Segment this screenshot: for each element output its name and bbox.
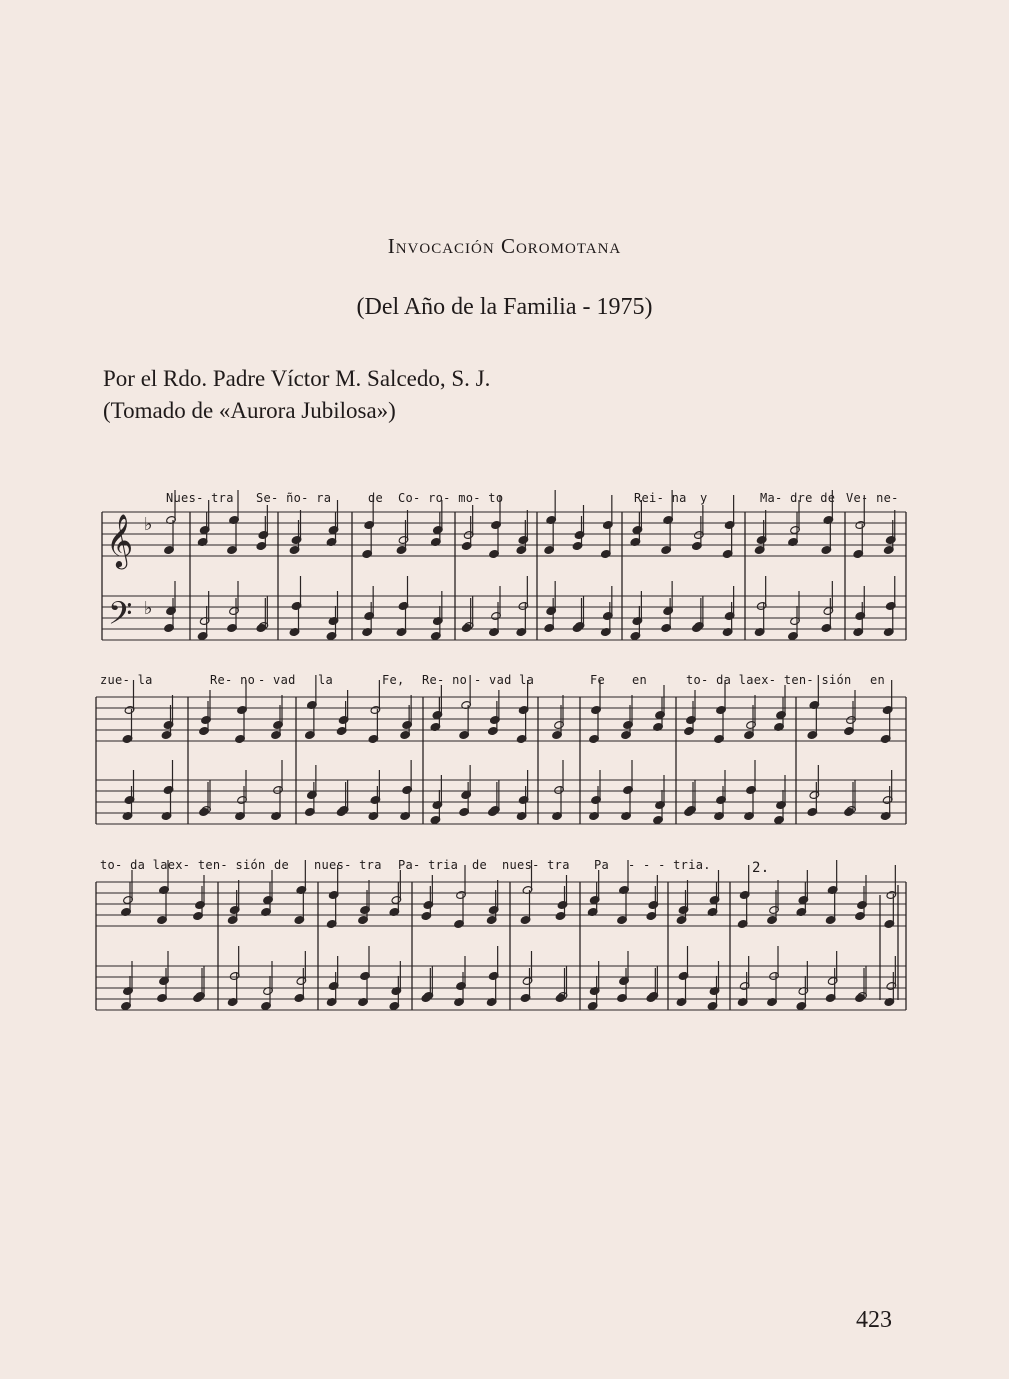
lyric-syllable: Co- ro- mo- to bbox=[398, 491, 504, 505]
page-title: Invocación Coromotana bbox=[387, 234, 622, 258]
ending-mark: 2. bbox=[752, 860, 770, 876]
bass-clef-icon: 𝄢 bbox=[108, 595, 133, 639]
source-credit: (Tomado de «Aurora Jubilosa») bbox=[103, 398, 396, 423]
lyric-syllable: Ve- ne- bbox=[846, 491, 899, 505]
lyric-syllable: nues- tra bbox=[502, 858, 570, 872]
lyric-syllable: to- da laex- ten- sión bbox=[100, 858, 266, 872]
lyric-syllable: de bbox=[274, 858, 290, 872]
author-credit: Por el Rdo. Padre Víctor M. Salcedo, S. J. bbox=[103, 366, 491, 391]
flat-sign-icon: ♭ bbox=[144, 514, 153, 535]
lyric-syllable: to- da laex- ten- sión bbox=[686, 673, 852, 687]
page-subtitle: (Del Año de la Familia - 1975) bbox=[356, 294, 653, 320]
lyric-syllable: de bbox=[472, 858, 488, 872]
treble-clef-icon: 𝄞 bbox=[106, 513, 134, 567]
lyric-syllable: nues- tra bbox=[314, 858, 382, 872]
lyric-syllable: Re- no bbox=[422, 673, 468, 687]
lyric-syllable: Se- ño- ra bbox=[256, 491, 332, 505]
page-number: 423 bbox=[856, 1307, 892, 1333]
lyric-syllable: Fe, bbox=[382, 673, 405, 687]
lyric-syllable: Ma- dre de bbox=[760, 491, 836, 505]
lyric-syllable: Nues- tra bbox=[166, 491, 234, 505]
flat-sign-icon: ♭ bbox=[144, 598, 153, 619]
lyric-syllable: de bbox=[368, 491, 384, 505]
lyric-syllable: - vad bbox=[258, 673, 296, 687]
lyric-syllable: la bbox=[318, 673, 334, 687]
lyric-syllable: en bbox=[870, 673, 886, 687]
lyric-syllable: y bbox=[700, 491, 708, 505]
lyric-syllable: en bbox=[632, 673, 648, 687]
lyric-syllable: Rei- na bbox=[634, 491, 687, 505]
lyric-syllable: Pa- tria bbox=[398, 858, 459, 872]
lyric-syllable: - - - tria. bbox=[628, 858, 711, 872]
lyric-syllable: Pa bbox=[594, 858, 610, 872]
lyric-syllable: Fe bbox=[590, 673, 606, 687]
lyric-syllable: zue- la bbox=[100, 673, 153, 687]
lyric-syllable: Re- no bbox=[210, 673, 256, 687]
lyric-syllable: - vad la bbox=[474, 673, 535, 687]
